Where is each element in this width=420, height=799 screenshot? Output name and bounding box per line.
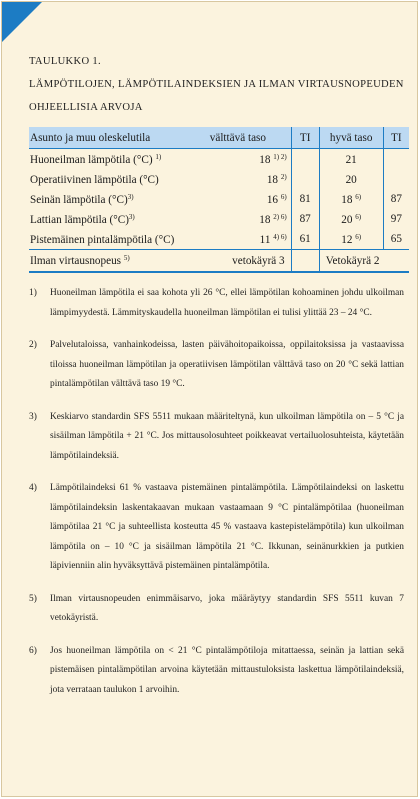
footnote-text: Lämpötilaindeksi 61 % vastaava pistemäinen pintalämpötila. Lämpötilaindeksi on laskettu lämpötilaindeksin laskentakaavan mukaan vastaamaan 9 °C pintalämpötilaa (huoneilman lämpötilaa 21 °C ja suhteellista kosteutta 45 % vastaava kastepistelämpötila) kun ulkoilman lämpötila on – 10 °C ja sisäilman lämpötila 21 °C. Ikkunan, seinänurkkien ja putkien läpivienniin alin hyväksyttävä pistemäinen pintalämpötila. xyxy=(50,483,404,571)
table-header-row xyxy=(29,127,409,149)
good-value: 12 xyxy=(341,233,353,246)
table-row-airflow xyxy=(29,250,409,273)
good-value: 20 xyxy=(341,213,353,226)
good-value: 20 xyxy=(345,173,357,186)
row-label-note: 5) xyxy=(123,254,130,262)
ti-value xyxy=(291,149,319,170)
satisfactory-note: 2) 6) xyxy=(273,212,287,221)
ti2-value xyxy=(383,149,409,170)
footnote-number: 5) xyxy=(29,593,37,604)
table-row xyxy=(29,149,409,170)
footnote-number: 6) xyxy=(29,645,37,656)
satisfactory-note: 1) 2) xyxy=(273,152,287,161)
header-satisfactory: välttävä taso xyxy=(189,127,291,149)
table-row xyxy=(29,169,409,189)
table-row xyxy=(29,229,409,250)
title-line-2: LÄMPÖTILOJEN, LÄMPÖTILAINDEKSIEN JA ILMAN VIRTAUSNOPEUDEN xyxy=(29,79,404,90)
footnote-text: Ilman virtausnopeuden enimmäisarvo, joka määräytyy standardin SFS 5511 kuvan 7 vetokäyristä. xyxy=(50,593,404,623)
good-note: 6) xyxy=(355,212,362,221)
values-table xyxy=(29,127,409,273)
footnote-text: Keskiarvo standardin SFS 5511 mukaan määriteltynä, kun ulkoilman lämpötila on – 5 °C ja sisäilman lämpötila + 21 °C. Jos mittausolosuhteet poikkeavat vertailuolosuhteista, käytetään lämpötilaindeksiä. xyxy=(50,411,404,461)
title-line-3: OHJEELLISIA ARVOJA xyxy=(29,102,143,113)
footnote-text: Huoneilman lämpötila ei saa kohota yli 26 °C, ellei lämpötilan kohoaminen johdu ulkoilman lämpimyydestä. Lämmityskaudella huoneilman lämpötilan ei tulisi ylittää 23 – 24 °C. xyxy=(50,288,404,318)
good-note: 6) xyxy=(355,232,362,241)
good-value: 21 xyxy=(345,153,357,166)
footnote xyxy=(29,284,404,323)
row-label: Lattian lämpötila (°C) xyxy=(30,213,129,226)
footnote xyxy=(29,408,404,467)
header-good: hyvä taso xyxy=(319,127,383,149)
footnote-text: Jos huoneilman lämpötila on < 21 °C pintalämpötiloja mitattaessa, seinän ja lattian sekä pistemäisen pintalämpötilan arvoina käytetään mittaustuloksista laskettua lämpötilaindeksiä, jota verrataan taulukon 1 arvoihin. xyxy=(50,645,404,695)
footnotes xyxy=(29,284,404,713)
ti2-value: 65 xyxy=(383,229,409,250)
table-row xyxy=(29,209,409,229)
satisfactory-note: 2) xyxy=(280,172,287,181)
footnote xyxy=(29,590,404,629)
satisfactory-curve: vetokäyrä 3 xyxy=(189,250,291,273)
table-row xyxy=(29,189,409,209)
row-label: Ilman virtausnopeus xyxy=(30,255,122,267)
row-label-note: 3) xyxy=(128,212,135,221)
satisfactory-value: 18 xyxy=(266,173,279,186)
footnote-number: 3) xyxy=(29,411,37,422)
header-ti-2: TI xyxy=(383,127,409,149)
footnote-number: 2) xyxy=(29,340,37,350)
ti-value: 81 xyxy=(291,189,319,209)
satisfactory-value: 18 xyxy=(259,213,271,226)
row-label: Operatiivinen lämpötila (°C) xyxy=(30,173,159,186)
good-note: 6) xyxy=(355,192,362,201)
ti-value: 61 xyxy=(291,229,319,250)
row-label: Huoneilman lämpötila (°C) xyxy=(30,153,153,166)
good-value: 18 xyxy=(341,193,353,206)
satisfactory-value: 16 xyxy=(266,193,279,206)
corner-accent xyxy=(2,2,42,42)
footnote-number: 4) xyxy=(29,483,37,493)
document-panel xyxy=(1,1,418,797)
row-label-note: 3) xyxy=(127,192,134,201)
row-label: Seinän lämpötila (°C) xyxy=(30,193,128,206)
footnote xyxy=(29,336,404,395)
row-label: Pistemäinen pintalämpötila (°C) xyxy=(30,233,175,246)
table-title xyxy=(29,50,404,119)
title-line-1: TAULUKKO 1. xyxy=(29,56,101,67)
ti-value xyxy=(291,169,319,189)
ti2-value xyxy=(383,169,409,189)
header-space: Asunto ja muu oleskelutila xyxy=(29,127,189,149)
ti-value: 87 xyxy=(291,209,319,229)
ti2-value: 97 xyxy=(383,209,409,229)
row-label-note: 1) xyxy=(155,152,162,161)
header-ti-1: TI xyxy=(291,127,319,149)
satisfactory-value: 11 xyxy=(259,233,271,246)
satisfactory-note: 4) 6) xyxy=(273,232,287,241)
satisfactory-value: 18 xyxy=(259,153,271,166)
ti2-value: 87 xyxy=(383,189,409,209)
footnote-text: Palvelutaloissa, vanhainkodeissa, lasten päivähoitopaikoissa, oppilaitoksissa ja vastaavissa tiloissa huoneilman lämpötilan ja operatiivisen lämpötilan välttävä taso on 20 °C sekä lattian pintalämpötilan välttävä taso 19 °C. xyxy=(50,340,404,389)
footnote-number: 1) xyxy=(29,288,37,298)
satisfactory-note: 6) xyxy=(280,192,287,201)
footnote xyxy=(29,479,404,577)
good-curve: Vetokäyrä 2 xyxy=(319,250,409,273)
footnote xyxy=(29,642,404,701)
